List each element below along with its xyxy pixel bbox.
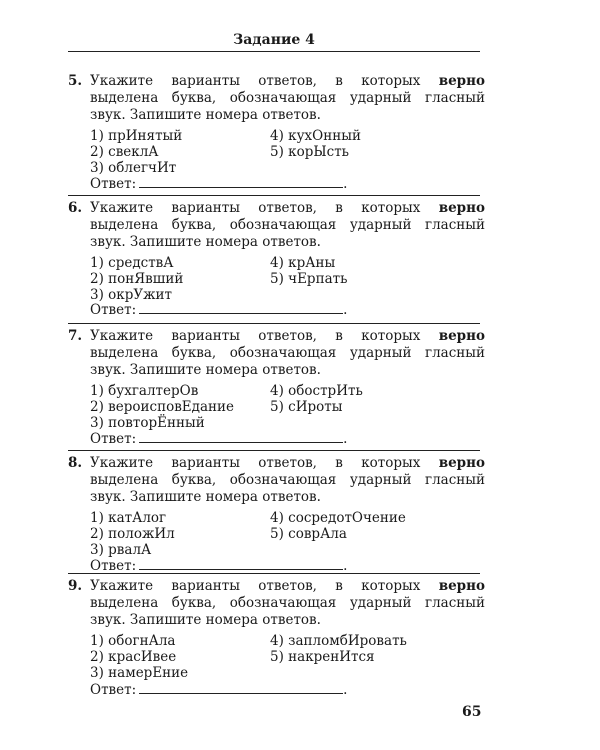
section-divider <box>68 573 480 574</box>
option-1: 1) бухгалтерОв <box>90 383 199 399</box>
task-instructions: Укажите варианты ответов, в которых верно выделена буква, обозначающая ударный гласный звук. Запишите номера ответов. <box>90 200 485 250</box>
option-3: 3) рвалА <box>90 542 152 558</box>
option-2: 2) вероисповЕдание <box>90 399 234 415</box>
option-5: 5) чЕрпать <box>270 271 348 287</box>
option-3: 3) облегчИт <box>90 160 177 176</box>
task-instructions: Укажите варианты ответов, в которых верно выделена буква, обозначающая ударный гласный звук. Запишите номера ответов. <box>90 73 485 123</box>
task-instructions: Укажите варианты ответов, в которых верно выделена буква, обозначающая ударный гласный звук. Запишите номера ответов. <box>90 328 485 378</box>
page-title: Задание 4 <box>233 32 315 48</box>
task-number: 9. <box>68 578 83 594</box>
header-divider <box>68 51 480 52</box>
option-5: 5) сИроты <box>270 399 343 415</box>
option-2: 2) положИл <box>90 526 175 542</box>
option-4: 4) обострИть <box>270 383 363 399</box>
answer-field[interactable]: Ответ: . <box>90 558 348 574</box>
option-3: 3) окрУжит <box>90 287 172 303</box>
answer-blank-line[interactable] <box>139 429 343 443</box>
option-4: 4) крАны <box>270 255 336 271</box>
section-divider <box>68 450 480 451</box>
section-divider <box>68 195 480 196</box>
section-divider <box>68 323 480 324</box>
answer-blank-line[interactable] <box>139 174 343 188</box>
option-1: 1) прИнятый <box>90 128 183 144</box>
answer-blank-line[interactable] <box>139 680 343 694</box>
option-1: 1) катАлог <box>90 510 167 526</box>
task-instructions: Укажите варианты ответов, в которых верно выделена буква, обозначающая ударный гласный звук. Запишите номера ответов. <box>90 455 485 505</box>
option-1: 1) средствА <box>90 255 174 271</box>
task-number: 6. <box>68 200 83 216</box>
option-5: 5) соврАла <box>270 526 347 542</box>
answer-field[interactable]: Ответ: . <box>90 302 348 318</box>
option-2: 2) свеклА <box>90 144 159 160</box>
option-4: 4) сосредотОчение <box>270 510 406 526</box>
answer-blank-line[interactable] <box>139 300 343 314</box>
task-number: 8. <box>68 455 83 471</box>
option-2: 2) понЯвший <box>90 271 184 287</box>
task-number: 7. <box>68 328 83 344</box>
option-5: 5) накренИтся <box>270 649 375 665</box>
option-2: 2) красИвее <box>90 649 177 665</box>
option-4: 4) запломбИровать <box>270 633 407 649</box>
task-instructions: Укажите варианты ответов, в которых верно выделена буква, обозначающая ударный гласный звук. Запишите номера ответов. <box>90 578 485 628</box>
option-3: 3) повторЁнный <box>90 415 205 431</box>
option-1: 1) обогнАла <box>90 633 176 649</box>
answer-blank-line[interactable] <box>139 556 343 570</box>
task-number: 5. <box>68 73 83 89</box>
option-3: 3) намерЕние <box>90 665 189 681</box>
answer-field[interactable]: Ответ: . <box>90 431 348 447</box>
answer-field[interactable]: Ответ: . <box>90 682 348 698</box>
option-5: 5) корЫсть <box>270 144 350 160</box>
answer-field[interactable]: Ответ: . <box>90 176 348 192</box>
option-4: 4) кухОнный <box>270 128 361 144</box>
page-number: 65 <box>462 704 482 720</box>
